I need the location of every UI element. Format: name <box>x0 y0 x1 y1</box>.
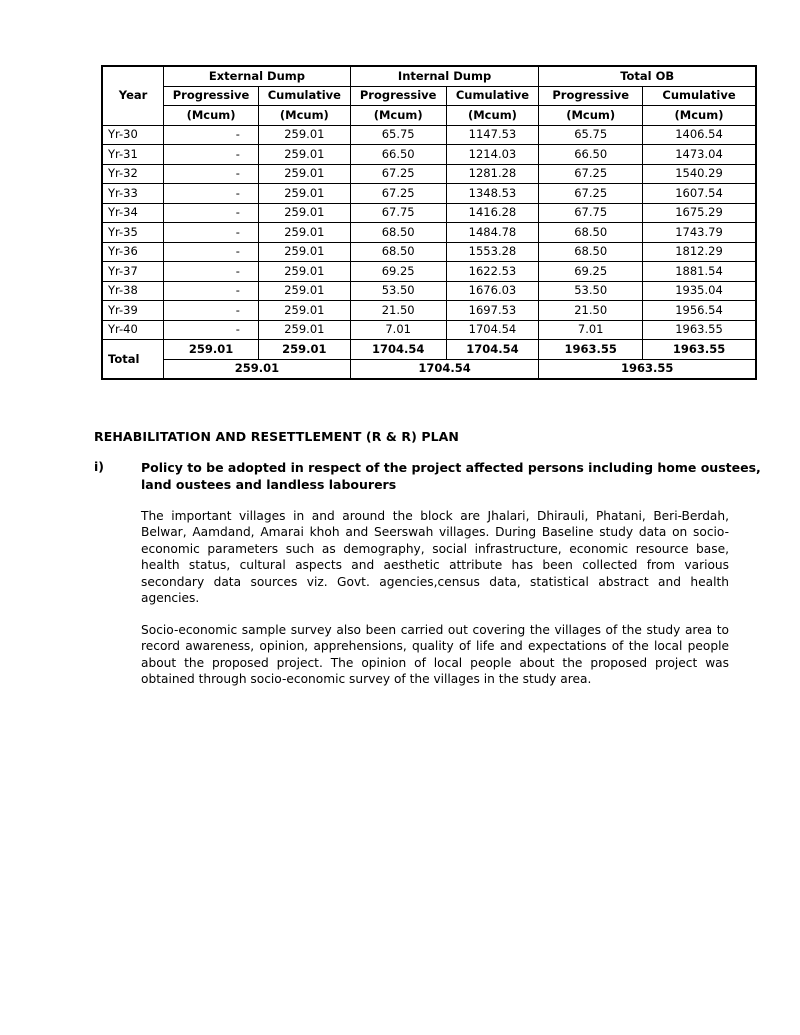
int-prog-cell: 67.75 <box>350 203 446 223</box>
tot-prog-cell: 67.75 <box>539 203 643 223</box>
ext-prog-cell: - <box>164 164 259 184</box>
year-cell: Yr-40 <box>102 320 164 340</box>
header-sub-row <box>102 86 756 106</box>
ext-cum-cell: 259.01 <box>258 184 350 204</box>
tot-prog-cell: 21.50 <box>539 301 643 321</box>
tot-cum-cell: 1473.04 <box>643 145 756 165</box>
sub-header: Cumulative <box>258 86 350 106</box>
sub-header: Progressive <box>539 86 643 106</box>
ext-cum-cell: 259.01 <box>258 320 350 340</box>
sub-header: Progressive <box>350 86 446 106</box>
unit-header: (Mcum) <box>539 106 643 126</box>
year-cell: Yr-37 <box>102 262 164 282</box>
tot-prog-cell: 67.25 <box>539 184 643 204</box>
paragraph: The important villages in and around the block are Jhalari, Dhirauli, Phatani, Beri-Berdah, Belwar, Aamdand, Amarai khoh and Seerswah villages. During Baseline study data on socio-economic parameters such as demography, social infrastructure, economic resource base, health status, cultural aspects and aesthetic attribute has been collected from various secondary data sources viz. Govt. agencies,census data, statistical abstract and health agencies. <box>141 509 729 606</box>
ext-cum-cell: 259.01 <box>258 262 350 282</box>
tot-cum-cell: 1406.54 <box>643 125 756 145</box>
table-row <box>102 164 756 184</box>
tot-prog-cell: 53.50 <box>539 281 643 301</box>
tot-prog-cell: 68.50 <box>539 242 643 262</box>
total-label: Total <box>102 340 164 380</box>
year-cell: Yr-31 <box>102 145 164 165</box>
table-row <box>102 184 756 204</box>
int-prog-cell: 65.75 <box>350 125 446 145</box>
year-cell: Yr-36 <box>102 242 164 262</box>
year-cell: Yr-34 <box>102 203 164 223</box>
tot-prog-cell: 68.50 <box>539 223 643 243</box>
tot-cum-cell: 1540.29 <box>643 164 756 184</box>
table-row <box>102 301 756 321</box>
int-cum-cell: 1553.28 <box>446 242 539 262</box>
total-ext-cum: 259.01 <box>258 340 350 360</box>
year-cell: Yr-30 <box>102 125 164 145</box>
ext-prog-cell: - <box>164 145 259 165</box>
int-cum-cell: 1697.53 <box>446 301 539 321</box>
ext-prog-cell: - <box>164 203 259 223</box>
ext-prog-cell: - <box>164 242 259 262</box>
total-row <box>102 340 756 360</box>
total-int-cum: 1704.54 <box>446 340 539 360</box>
int-prog-cell: 69.25 <box>350 262 446 282</box>
table-row <box>102 203 756 223</box>
total-ob-prog: 1963.55 <box>539 340 643 360</box>
unit-header: (Mcum) <box>446 106 539 126</box>
table-row <box>102 242 756 262</box>
int-prog-cell: 7.01 <box>350 320 446 340</box>
total-ext-prog: 259.01 <box>164 340 259 360</box>
ext-cum-cell: 259.01 <box>258 125 350 145</box>
unit-header: (Mcum) <box>164 106 259 126</box>
merged-total-internal: 1704.54 <box>350 359 539 379</box>
ext-cum-cell: 259.01 <box>258 145 350 165</box>
year-header: Year <box>102 66 164 125</box>
year-cell: Yr-32 <box>102 164 164 184</box>
int-cum-cell: 1214.03 <box>446 145 539 165</box>
ext-prog-cell: - <box>164 184 259 204</box>
tot-prog-cell: 66.50 <box>539 145 643 165</box>
sub-header: Cumulative <box>446 86 539 106</box>
table-row <box>102 223 756 243</box>
int-prog-cell: 53.50 <box>350 281 446 301</box>
ext-prog-cell: - <box>164 320 259 340</box>
int-cum-cell: 1622.53 <box>446 262 539 282</box>
ext-prog-cell: - <box>164 262 259 282</box>
ext-prog-cell: - <box>164 125 259 145</box>
int-prog-cell: 68.50 <box>350 223 446 243</box>
ext-prog-cell: - <box>164 301 259 321</box>
tot-cum-cell: 1675.29 <box>643 203 756 223</box>
total-ob-cum: 1963.55 <box>643 340 756 360</box>
merged-total-ob: 1963.55 <box>539 359 756 379</box>
header-unit-row <box>102 106 756 126</box>
table-row <box>102 262 756 282</box>
int-prog-cell: 66.50 <box>350 145 446 165</box>
tot-cum-cell: 1881.54 <box>643 262 756 282</box>
tot-prog-cell: 67.25 <box>539 164 643 184</box>
int-prog-cell: 68.50 <box>350 242 446 262</box>
ext-cum-cell: 259.01 <box>258 223 350 243</box>
ext-cum-cell: 259.01 <box>258 281 350 301</box>
int-cum-cell: 1281.28 <box>446 164 539 184</box>
year-cell: Yr-35 <box>102 223 164 243</box>
header-group-row <box>102 66 756 86</box>
table-row <box>102 145 756 165</box>
total-ob-header: Total OB <box>539 66 756 86</box>
year-cell: Yr-38 <box>102 281 164 301</box>
table-row <box>102 125 756 145</box>
ext-cum-cell: 259.01 <box>258 203 350 223</box>
merged-total-external: 259.01 <box>164 359 351 379</box>
item-number: i) <box>94 459 104 474</box>
int-cum-cell: 1704.54 <box>446 320 539 340</box>
year-cell: Yr-33 <box>102 184 164 204</box>
ext-cum-cell: 259.01 <box>258 242 350 262</box>
tot-cum-cell: 1956.54 <box>643 301 756 321</box>
unit-header: (Mcum) <box>350 106 446 126</box>
sub-header: Progressive <box>164 86 259 106</box>
tot-cum-cell: 1607.54 <box>643 184 756 204</box>
unit-header: (Mcum) <box>258 106 350 126</box>
tot-prog-cell: 7.01 <box>539 320 643 340</box>
int-cum-cell: 1348.53 <box>446 184 539 204</box>
paragraph: Socio-economic sample survey also been carried out covering the villages of the study area to record awareness, opinion, apprehensions, quality of life and expectations of the local people about the proposed project. The opinion of local people about the proposed project was obtained through socio-economic survey of the villages in the study area. <box>141 623 729 687</box>
internal-dump-header: Internal Dump <box>350 66 539 86</box>
int-cum-cell: 1416.28 <box>446 203 539 223</box>
item-title: Policy to be adopted in respect of the project affected persons including home oustees, land oustees and landless labourers <box>141 460 761 492</box>
overburden-table <box>101 65 757 380</box>
tot-cum-cell: 1812.29 <box>643 242 756 262</box>
tot-cum-cell: 1963.55 <box>643 320 756 340</box>
sub-header: Cumulative <box>643 86 756 106</box>
table-body <box>102 125 756 340</box>
section-heading: REHABILITATION AND RESETTLEMENT (R & R) PLAN <box>94 429 459 444</box>
int-prog-cell: 21.50 <box>350 301 446 321</box>
table-row <box>102 281 756 301</box>
int-cum-cell: 1484.78 <box>446 223 539 243</box>
ext-cum-cell: 259.01 <box>258 301 350 321</box>
tot-cum-cell: 1935.04 <box>643 281 756 301</box>
ext-prog-cell: - <box>164 281 259 301</box>
merged-total-row <box>102 359 756 379</box>
tot-prog-cell: 65.75 <box>539 125 643 145</box>
year-cell: Yr-39 <box>102 301 164 321</box>
tot-cum-cell: 1743.79 <box>643 223 756 243</box>
int-cum-cell: 1147.53 <box>446 125 539 145</box>
int-prog-cell: 67.25 <box>350 164 446 184</box>
external-dump-header: External Dump <box>164 66 351 86</box>
total-int-prog: 1704.54 <box>350 340 446 360</box>
tot-prog-cell: 69.25 <box>539 262 643 282</box>
ext-prog-cell: - <box>164 223 259 243</box>
ext-cum-cell: 259.01 <box>258 164 350 184</box>
int-cum-cell: 1676.03 <box>446 281 539 301</box>
int-prog-cell: 67.25 <box>350 184 446 204</box>
unit-header: (Mcum) <box>643 106 756 126</box>
table-row <box>102 320 756 340</box>
